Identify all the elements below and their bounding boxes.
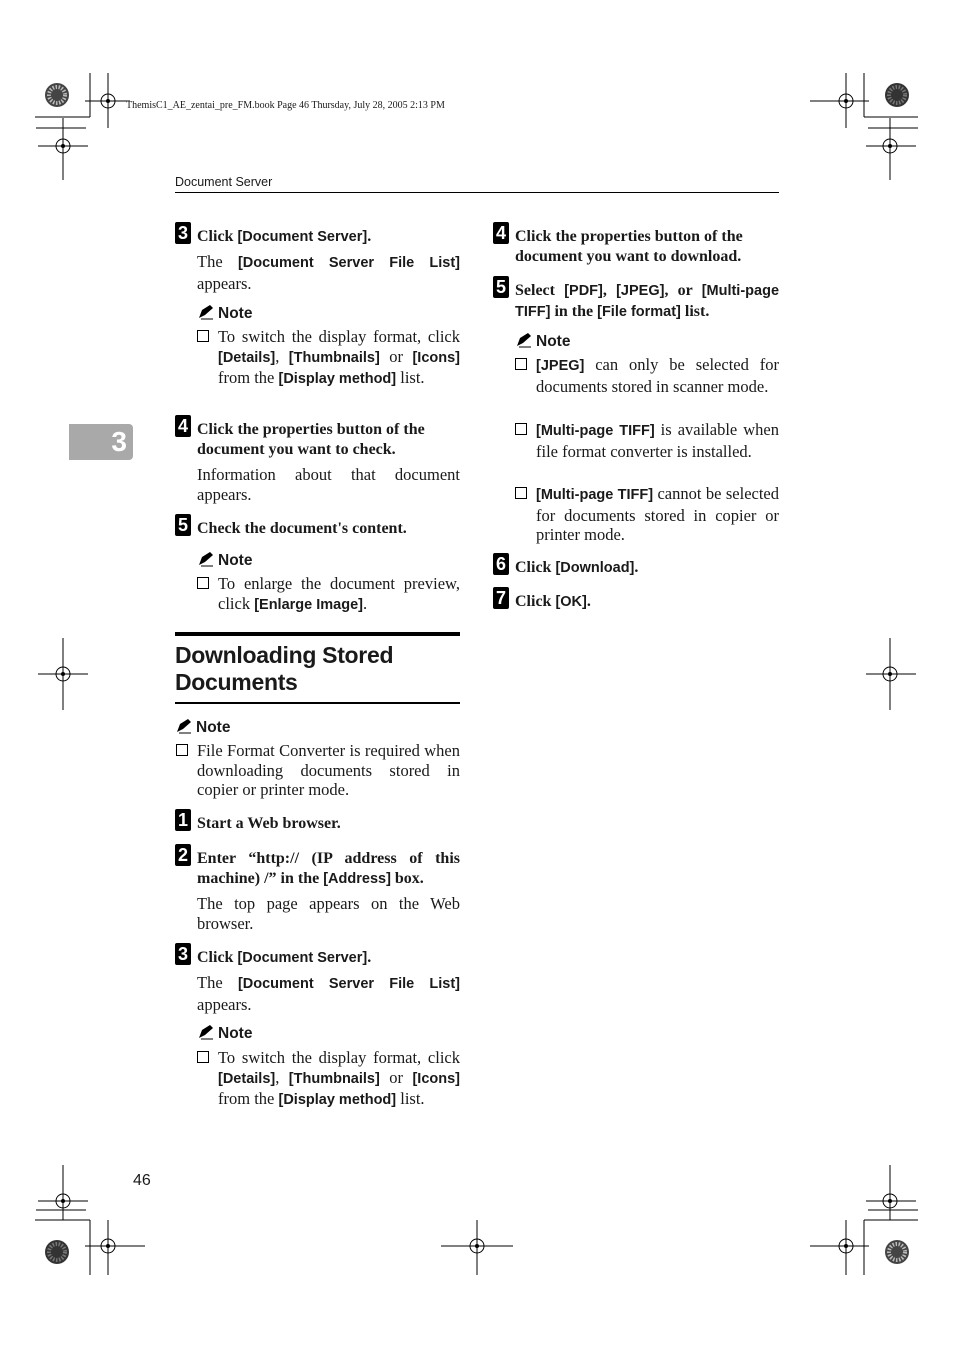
step-5: 5 Check the document's content.	[197, 519, 460, 539]
checkbox-bullet-icon	[197, 577, 209, 589]
pencil-icon	[175, 718, 193, 734]
right-note-bullet-3: [Multi-page TIFF] cannot be selected for documents stored in copier or printer mode.	[536, 484, 779, 545]
step-number: 4	[493, 222, 509, 244]
note-3-bullet: File Format Converter is required when downloading documents stored in copier or printer mode.	[197, 741, 460, 800]
step-number: 3	[175, 943, 191, 965]
checkbox-bullet-icon	[515, 358, 527, 370]
step-number: 4	[175, 415, 191, 437]
note-2-bullet: To enlarge the document preview, click [Enlarge Image].	[218, 574, 460, 615]
checkbox-bullet-icon	[515, 423, 527, 435]
download-step-3-result: The [Document Server File List] appears.	[197, 973, 460, 1014]
chapter-tab	[69, 424, 133, 460]
download-step-1: 1 Start a Web browser.	[197, 814, 460, 834]
pencil-icon	[197, 551, 215, 567]
step-3: 3 Click [Document Server].	[197, 227, 460, 248]
note-heading: Note	[515, 332, 570, 351]
section-bottom-rule	[175, 702, 460, 704]
step-4: 4 Click the properties button of the document you want to check.	[197, 420, 460, 459]
step-number: 1	[175, 809, 191, 831]
section-top-rule	[175, 632, 460, 636]
right-note-bullet-2: [Multi-page TIFF] is available when file format converter is installed.	[536, 420, 779, 461]
download-step-5: 5 Select [PDF], [JPEG], or [Multi-page TIFF] in the [File format] list.	[515, 281, 779, 322]
download-step-2: 2 Enter “http:// (IP address of this machine) /” in the [Address] box.	[197, 849, 460, 889]
pencil-icon	[197, 1024, 215, 1040]
note-heading: Note	[197, 304, 252, 323]
checkbox-bullet-icon	[197, 330, 209, 342]
chapter-number: 3	[111, 426, 127, 457]
pencil-icon	[515, 332, 533, 348]
download-step-4: 4 Click the properties button of the document you want to download.	[515, 227, 779, 266]
download-step-6: 6 Click [Download].	[515, 558, 779, 579]
step-4-result: Information about that document appears.	[197, 465, 460, 504]
checkbox-bullet-icon	[515, 487, 527, 499]
note-1-bullet: To switch the display format, click [Details], [Thumbnails] or [Icons] from the [Display method] list.	[218, 327, 460, 390]
pencil-icon	[197, 304, 215, 320]
download-step-3: 3 Click [Document Server].	[197, 948, 460, 969]
step-number: 3	[175, 222, 191, 244]
header-rule	[175, 192, 779, 193]
step-number: 5	[175, 514, 191, 536]
download-step-2-result: The top page appears on the Web browser.	[197, 894, 460, 933]
step-number: 7	[493, 587, 509, 609]
step-number: 6	[493, 553, 509, 575]
running-head: Document Server	[175, 175, 273, 189]
step-number: 2	[175, 844, 191, 866]
note-heading: Note	[197, 1024, 252, 1043]
checkbox-bullet-icon	[176, 744, 188, 756]
checkbox-bullet-icon	[197, 1051, 209, 1063]
page-number: 46	[133, 1172, 151, 1189]
note-heading: Note	[175, 718, 230, 737]
section-title: Downloading Stored Documents	[175, 642, 394, 695]
step-number: 5	[493, 276, 509, 298]
note-heading: Note	[197, 551, 252, 570]
step-3-result: The [Document Server File List] appears.	[197, 252, 460, 293]
note-4-bullet: To switch the display format, click [Details], [Thumbnails] or [Icons] from the [Display method] list.	[218, 1048, 460, 1111]
right-note-bullet-1: [JPEG] can only be selected for documents stored in scanner mode.	[536, 355, 779, 396]
download-step-7: 7 Click [OK].	[515, 592, 779, 613]
file-info: ThemisC1_AE_zentai_pre_FM.book Page 46 Thursday, July 28, 2005 2:13 PM	[126, 100, 445, 111]
